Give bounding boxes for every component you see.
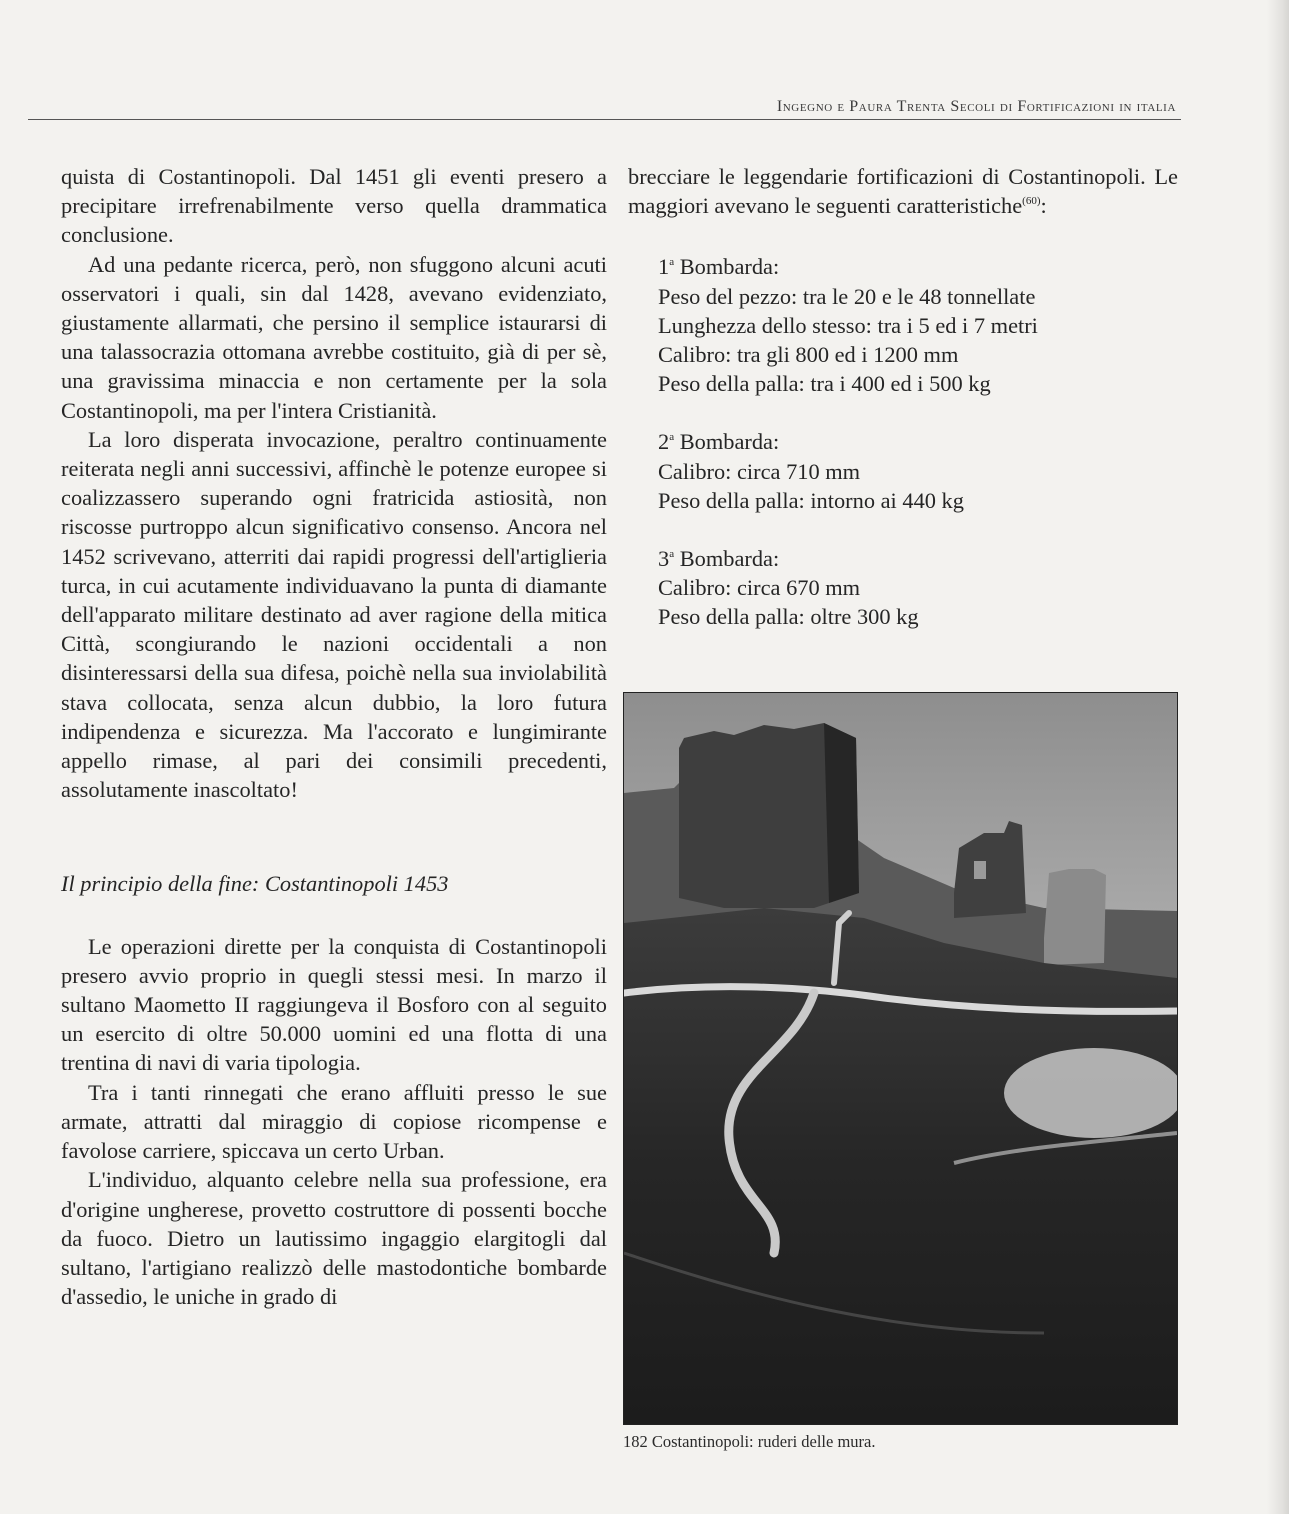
bombard-spec-block	[658, 252, 1178, 398]
intro-paragraph	[628, 162, 1178, 220]
bombard-heading: 2$^a$ Bombarda:	[658, 429, 780, 455]
right-column	[628, 162, 1178, 661]
figure-caption: 182 Costantinopoli: ruderi delle mura.	[623, 1432, 876, 1451]
spec-line: Peso del pezzo: tra le 20 e le 48 tonnellate	[658, 283, 1036, 309]
bombard-spec-block	[658, 544, 1178, 632]
intro-end: :	[1040, 193, 1047, 219]
spec-line: Peso della palla: intorno ai 440 kg	[658, 487, 964, 513]
running-head: Ingegno e Paura Trenta Secoli di Fortificazioni in italia	[776, 98, 1176, 115]
spec-line: Calibro: circa 670 mm	[658, 575, 861, 601]
tower-shadow	[824, 723, 859, 903]
paragraph: Ad una pedante ricerca, però, non sfuggono alcuni acuti osservatori i quali, sin dal 1428, avevano evidenziato, giustamente allarmati, che persino il semplice istaurarsi di una talassocrazia ottomana avrebbe costituito, già di per sè, una gravissima minaccia e non certamente per la sola Costantinopoli, ma per l'intera Cristianità.	[61, 251, 607, 423]
ruins-photograph	[623, 692, 1178, 1425]
spec-line: Peso della palla: tra i 400 ed i 500 kg	[658, 371, 991, 397]
spec-line: Calibro: tra gli 800 ed i 1200 mm	[658, 342, 959, 368]
bombard-heading: 3$^a$ Bombarda:	[658, 546, 780, 572]
section-title: Il principio della fine: Costantinopoli 1453	[61, 871, 449, 897]
paragraph: Tra i tanti rinnegati che erano affluiti presso le sue armate, attratti dal miraggio di copiose ricompense e favolose carriere, spiccava un certo Urban.	[61, 1079, 607, 1164]
footnote-reference: (60)	[1022, 195, 1041, 208]
paragraph: Le operazioni dirette per la conquista di Costantinopoli presero avvio proprio in quegli stessi mesi. In marzo il sultano Maometto II raggiungeva il Bosforo con al seguito un esercito di oltre 50.000 uomini ed una flotta di una trentina di navi di varia tipologia.	[61, 933, 607, 1076]
paragraph: La loro disperata invocazione, peraltro continuamente reiterata negli anni successivi, affinchè le potenze europee si coalizzassero superando ogni fratricida astiosità, non riscosse purtroppo alcun significativo consenso. Ancora nel 1452 scrivevano, atterriti dai rapidi progressi dell'artiglieria turca, in cui acutamente individuavano la punta di diamante dell'apparato militare destinato ad aver ragione della mitica Città, scongiurando le nazioni occidentali a non disinteressarsi della sua difesa, poichè nella sua inviolabilità stava collocata, senza alcun dubbio, la loro futura indipendenza e sicurezza. Ma l'accorato e lungimirante appello rimase, al pari dei consimili precedenti, assolutamente inascoltato!	[61, 426, 607, 803]
ruins-photo-illustration	[624, 693, 1177, 1424]
bombard-spec-block	[658, 427, 1178, 515]
bombard-specs	[658, 252, 1178, 631]
paragraph: L'individuo, alquanto celebre nella sua professione, era d'origine ungherese, provetto costruttore di possenti bocche da fuoco. Dietro un lautissimo ingaggio elargitogli dal sultano, l'artigiano realizzò delle mastodontiche bombarde d'assedio, le uniche in grado di	[61, 1167, 607, 1310]
spec-line: Lunghezza dello stesso: tra i 5 ed i 7 metri	[658, 312, 1038, 338]
spec-line: Calibro: circa 710 mm	[658, 458, 861, 484]
left-column	[61, 162, 607, 1311]
intro-text: brecciare le leggendarie fortificazioni di Costantinopoli. Le maggiori avevano le seguenti caratteristiche	[628, 164, 1178, 219]
bombard-heading: 1$^a$ Bombarda:	[658, 254, 780, 280]
spec-line: Peso della palla: oltre 300 kg	[658, 604, 919, 630]
page-edge-shadow	[1267, 0, 1289, 1514]
header-rule	[28, 119, 1181, 120]
hollow-light	[1004, 1048, 1177, 1138]
paragraph: quista di Costantinopoli. Dal 1451 gli eventi presero a precipitare irrefrenabilmente verso quella drammatica conclusione.	[61, 164, 607, 248]
tower-window	[974, 861, 986, 879]
round-tower	[1044, 869, 1106, 965]
